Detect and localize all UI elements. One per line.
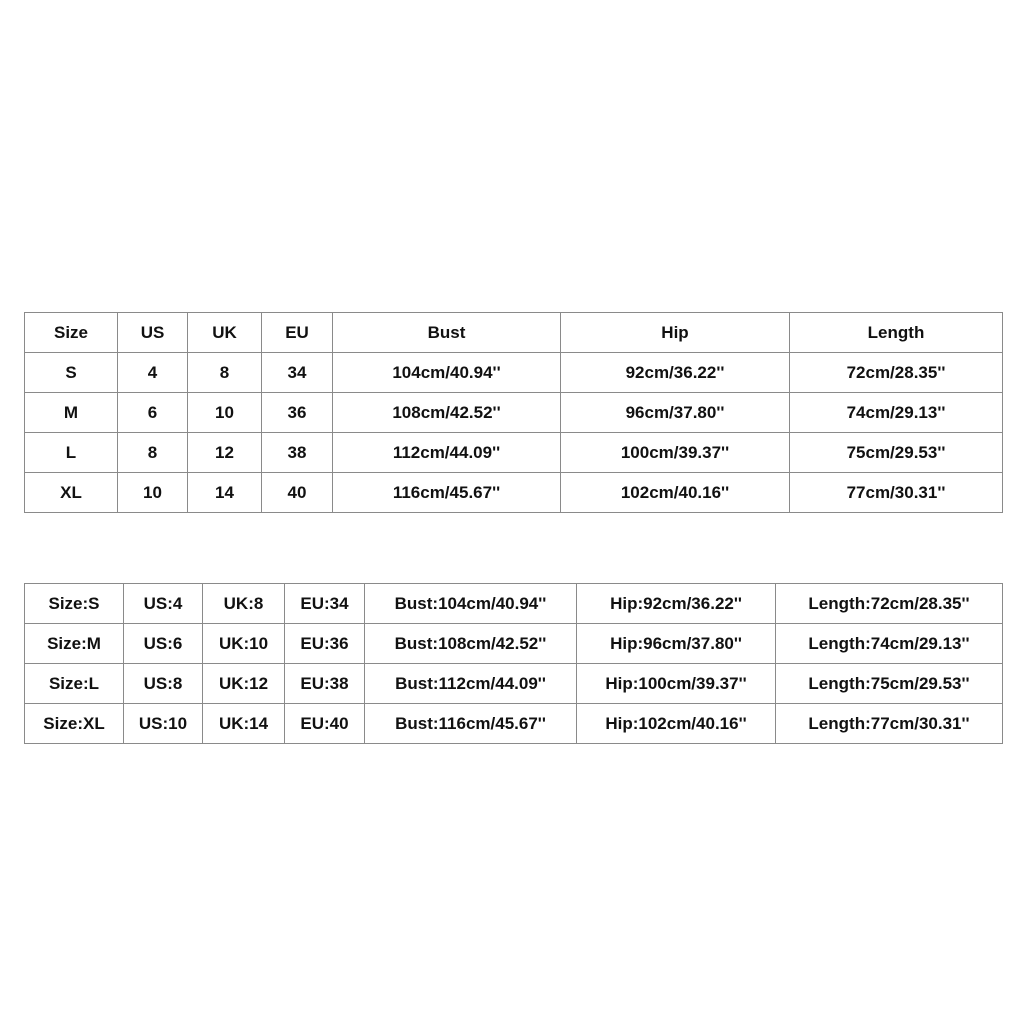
table-cell: Length:72cm/28.35'' xyxy=(776,584,1003,624)
table-row xyxy=(25,433,1003,473)
table-cell: UK:14 xyxy=(203,704,285,744)
table-cell: 14 xyxy=(188,473,262,513)
header-cell-size: Size xyxy=(25,313,118,353)
table-cell: UK:12 xyxy=(203,664,285,704)
table-cell: XL xyxy=(25,473,118,513)
table-row xyxy=(25,584,1003,624)
table-cell: Length:75cm/29.53'' xyxy=(776,664,1003,704)
table-cell: 38 xyxy=(262,433,333,473)
table-row xyxy=(25,704,1003,744)
table-cell: L xyxy=(25,433,118,473)
table-cell: Hip:100cm/39.37'' xyxy=(577,664,776,704)
table-cell: Bust:116cm/45.67'' xyxy=(365,704,577,744)
table-cell: UK:10 xyxy=(203,624,285,664)
table-cell: Size:L xyxy=(25,664,124,704)
table-cell: 72cm/28.35'' xyxy=(790,353,1003,393)
size-chart-table xyxy=(24,312,1003,513)
table-cell: US:4 xyxy=(124,584,203,624)
table-row xyxy=(25,353,1003,393)
table-cell: Size:M xyxy=(25,624,124,664)
table-cell: 34 xyxy=(262,353,333,393)
table-cell: 112cm/44.09'' xyxy=(333,433,561,473)
table-row xyxy=(25,393,1003,433)
table-cell: Length:77cm/30.31'' xyxy=(776,704,1003,744)
table-cell: 8 xyxy=(118,433,188,473)
table-cell: EU:36 xyxy=(285,624,365,664)
table-cell: Bust:112cm/44.09'' xyxy=(365,664,577,704)
table-row xyxy=(25,664,1003,704)
table-cell: M xyxy=(25,393,118,433)
table-header-row xyxy=(25,313,1003,353)
header-cell-us: US xyxy=(118,313,188,353)
table-cell: 10 xyxy=(188,393,262,433)
header-cell-eu: EU xyxy=(262,313,333,353)
table-cell: 74cm/29.13'' xyxy=(790,393,1003,433)
table-cell: 102cm/40.16'' xyxy=(561,473,790,513)
table-cell: UK:8 xyxy=(203,584,285,624)
table-row xyxy=(25,624,1003,664)
table-cell: EU:34 xyxy=(285,584,365,624)
header-cell-hip: Hip xyxy=(561,313,790,353)
table-cell: 75cm/29.53'' xyxy=(790,433,1003,473)
table-cell: Hip:92cm/36.22'' xyxy=(577,584,776,624)
table-cell: 10 xyxy=(118,473,188,513)
table-cell: US:6 xyxy=(124,624,203,664)
table-cell: US:10 xyxy=(124,704,203,744)
table-cell: 108cm/42.52'' xyxy=(333,393,561,433)
table-cell: 36 xyxy=(262,393,333,433)
table-cell: Bust:104cm/40.94'' xyxy=(365,584,577,624)
table-cell: 96cm/37.80'' xyxy=(561,393,790,433)
table-cell: Hip:96cm/37.80'' xyxy=(577,624,776,664)
table-cell: 4 xyxy=(118,353,188,393)
table-cell: 77cm/30.31'' xyxy=(790,473,1003,513)
table-cell: 100cm/39.37'' xyxy=(561,433,790,473)
header-cell-length: Length xyxy=(790,313,1003,353)
table-cell: US:8 xyxy=(124,664,203,704)
table-row xyxy=(25,473,1003,513)
table-cell: Size:XL xyxy=(25,704,124,744)
header-cell-bust: Bust xyxy=(333,313,561,353)
table-cell: 6 xyxy=(118,393,188,433)
size-detail-table xyxy=(24,583,1003,744)
table-cell: Bust:108cm/42.52'' xyxy=(365,624,577,664)
table-cell: 12 xyxy=(188,433,262,473)
table-cell: S xyxy=(25,353,118,393)
table-cell: Size:S xyxy=(25,584,124,624)
table-cell: EU:38 xyxy=(285,664,365,704)
table-cell: 8 xyxy=(188,353,262,393)
table-cell: Hip:102cm/40.16'' xyxy=(577,704,776,744)
table-cell: 104cm/40.94'' xyxy=(333,353,561,393)
table-cell: 40 xyxy=(262,473,333,513)
table-cell: Length:74cm/29.13'' xyxy=(776,624,1003,664)
header-cell-uk: UK xyxy=(188,313,262,353)
table-cell: 92cm/36.22'' xyxy=(561,353,790,393)
table-cell: EU:40 xyxy=(285,704,365,744)
table-cell: 116cm/45.67'' xyxy=(333,473,561,513)
